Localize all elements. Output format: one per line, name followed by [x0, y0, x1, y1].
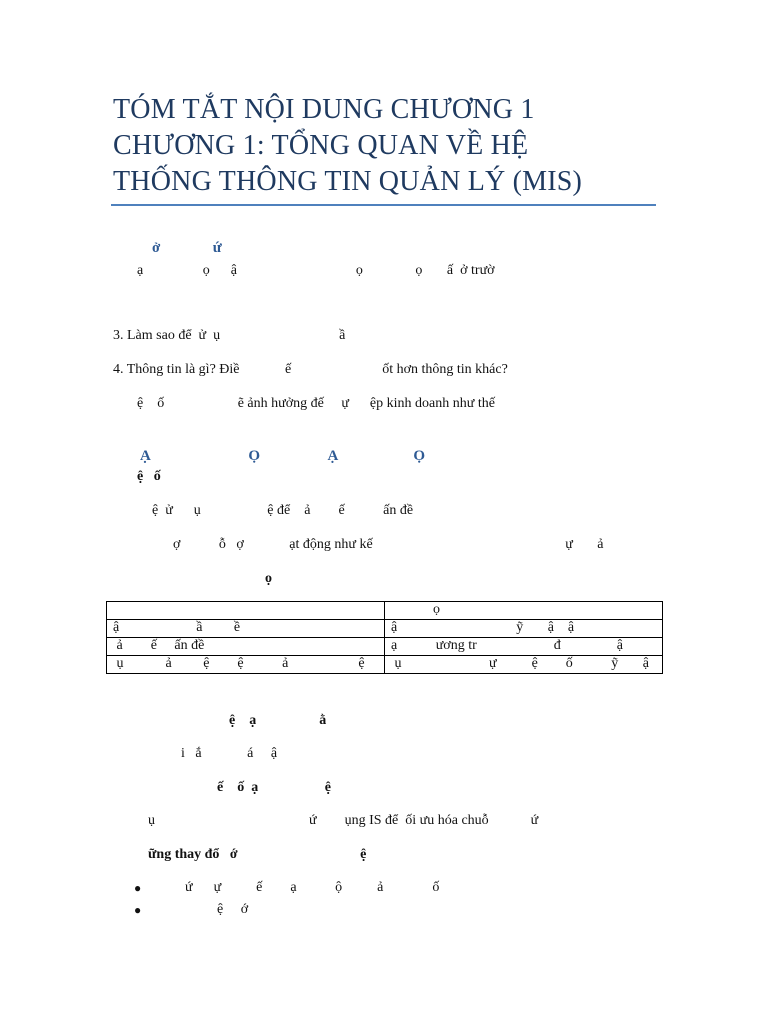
table-caption: ọ [265, 571, 272, 586]
document-title [113, 92, 673, 200]
title-line: TÓM TẮT NỘI DUNG CHƯƠNG 1 [113, 94, 535, 125]
paragraph-line: ững thay đổ ớ ệ [148, 847, 367, 862]
paragraph-line: ế ố ạ ệ [217, 780, 331, 795]
table-header-cell [107, 602, 385, 620]
title-underline [111, 204, 656, 206]
table-cell: ả ế ấn đề [107, 638, 385, 656]
table-cell: ụ ả ệ ệ ả ệ [107, 656, 385, 674]
table-cell: ạ ương tr đ ậ [385, 638, 663, 656]
table-row [107, 656, 663, 674]
table-row [107, 638, 663, 656]
paragraph-line: i ắ á ậ [181, 746, 278, 761]
section-heading: ở ứ [152, 240, 222, 256]
paragraph-line: ợ ỗ ợ ạt động như kế ự ả [173, 537, 604, 552]
paragraph-line: ạ ọ ậ ọ ọ ấ ở trườ [137, 263, 495, 278]
bullet-icon: ● [134, 881, 142, 895]
title-line: CHƯƠNG 1: TỔNG QUAN VỀ HỆ [113, 130, 529, 161]
question-3: 3. Làm sao để ử ụ ầ [113, 328, 346, 343]
table-cell: ụ ự ệ ố ỹ ậ [385, 656, 663, 674]
title-line: THỐNG THÔNG TIN QUẢN LÝ (MIS) [113, 166, 583, 197]
table-row [107, 620, 663, 638]
bullet-icon: ● [134, 903, 142, 917]
paragraph-line: ệ ạ ằ [229, 713, 327, 728]
list-item: ệ ớ [217, 902, 249, 917]
section-heading: Ạ Ọ Ạ Ọ [140, 448, 425, 464]
list-item: ứ ự ế ạ ộ ả ố [185, 880, 440, 895]
table-header-row [107, 602, 663, 620]
question-5: ệ ố ẽ ảnh hưởng đế ự ệp kinh doanh như thế [137, 396, 495, 411]
table-cell: ậ ầ ề [107, 620, 385, 638]
paragraph-line: ụ ứ ụng IS để ối ưu hóa chuỗ ứ [148, 813, 539, 828]
paragraph-line: ệ ử ụ ệ để ả ế ấn đề [152, 503, 414, 518]
subheading: ệ ố [137, 469, 161, 484]
table-header-cell: ọ [385, 602, 663, 620]
comparison-table [106, 601, 663, 674]
question-4: 4. Thông tin là gì? Điề ế ốt hơn thông tin khác? [113, 362, 508, 377]
table-cell: ậ ỹ ậ ậ [385, 620, 663, 638]
